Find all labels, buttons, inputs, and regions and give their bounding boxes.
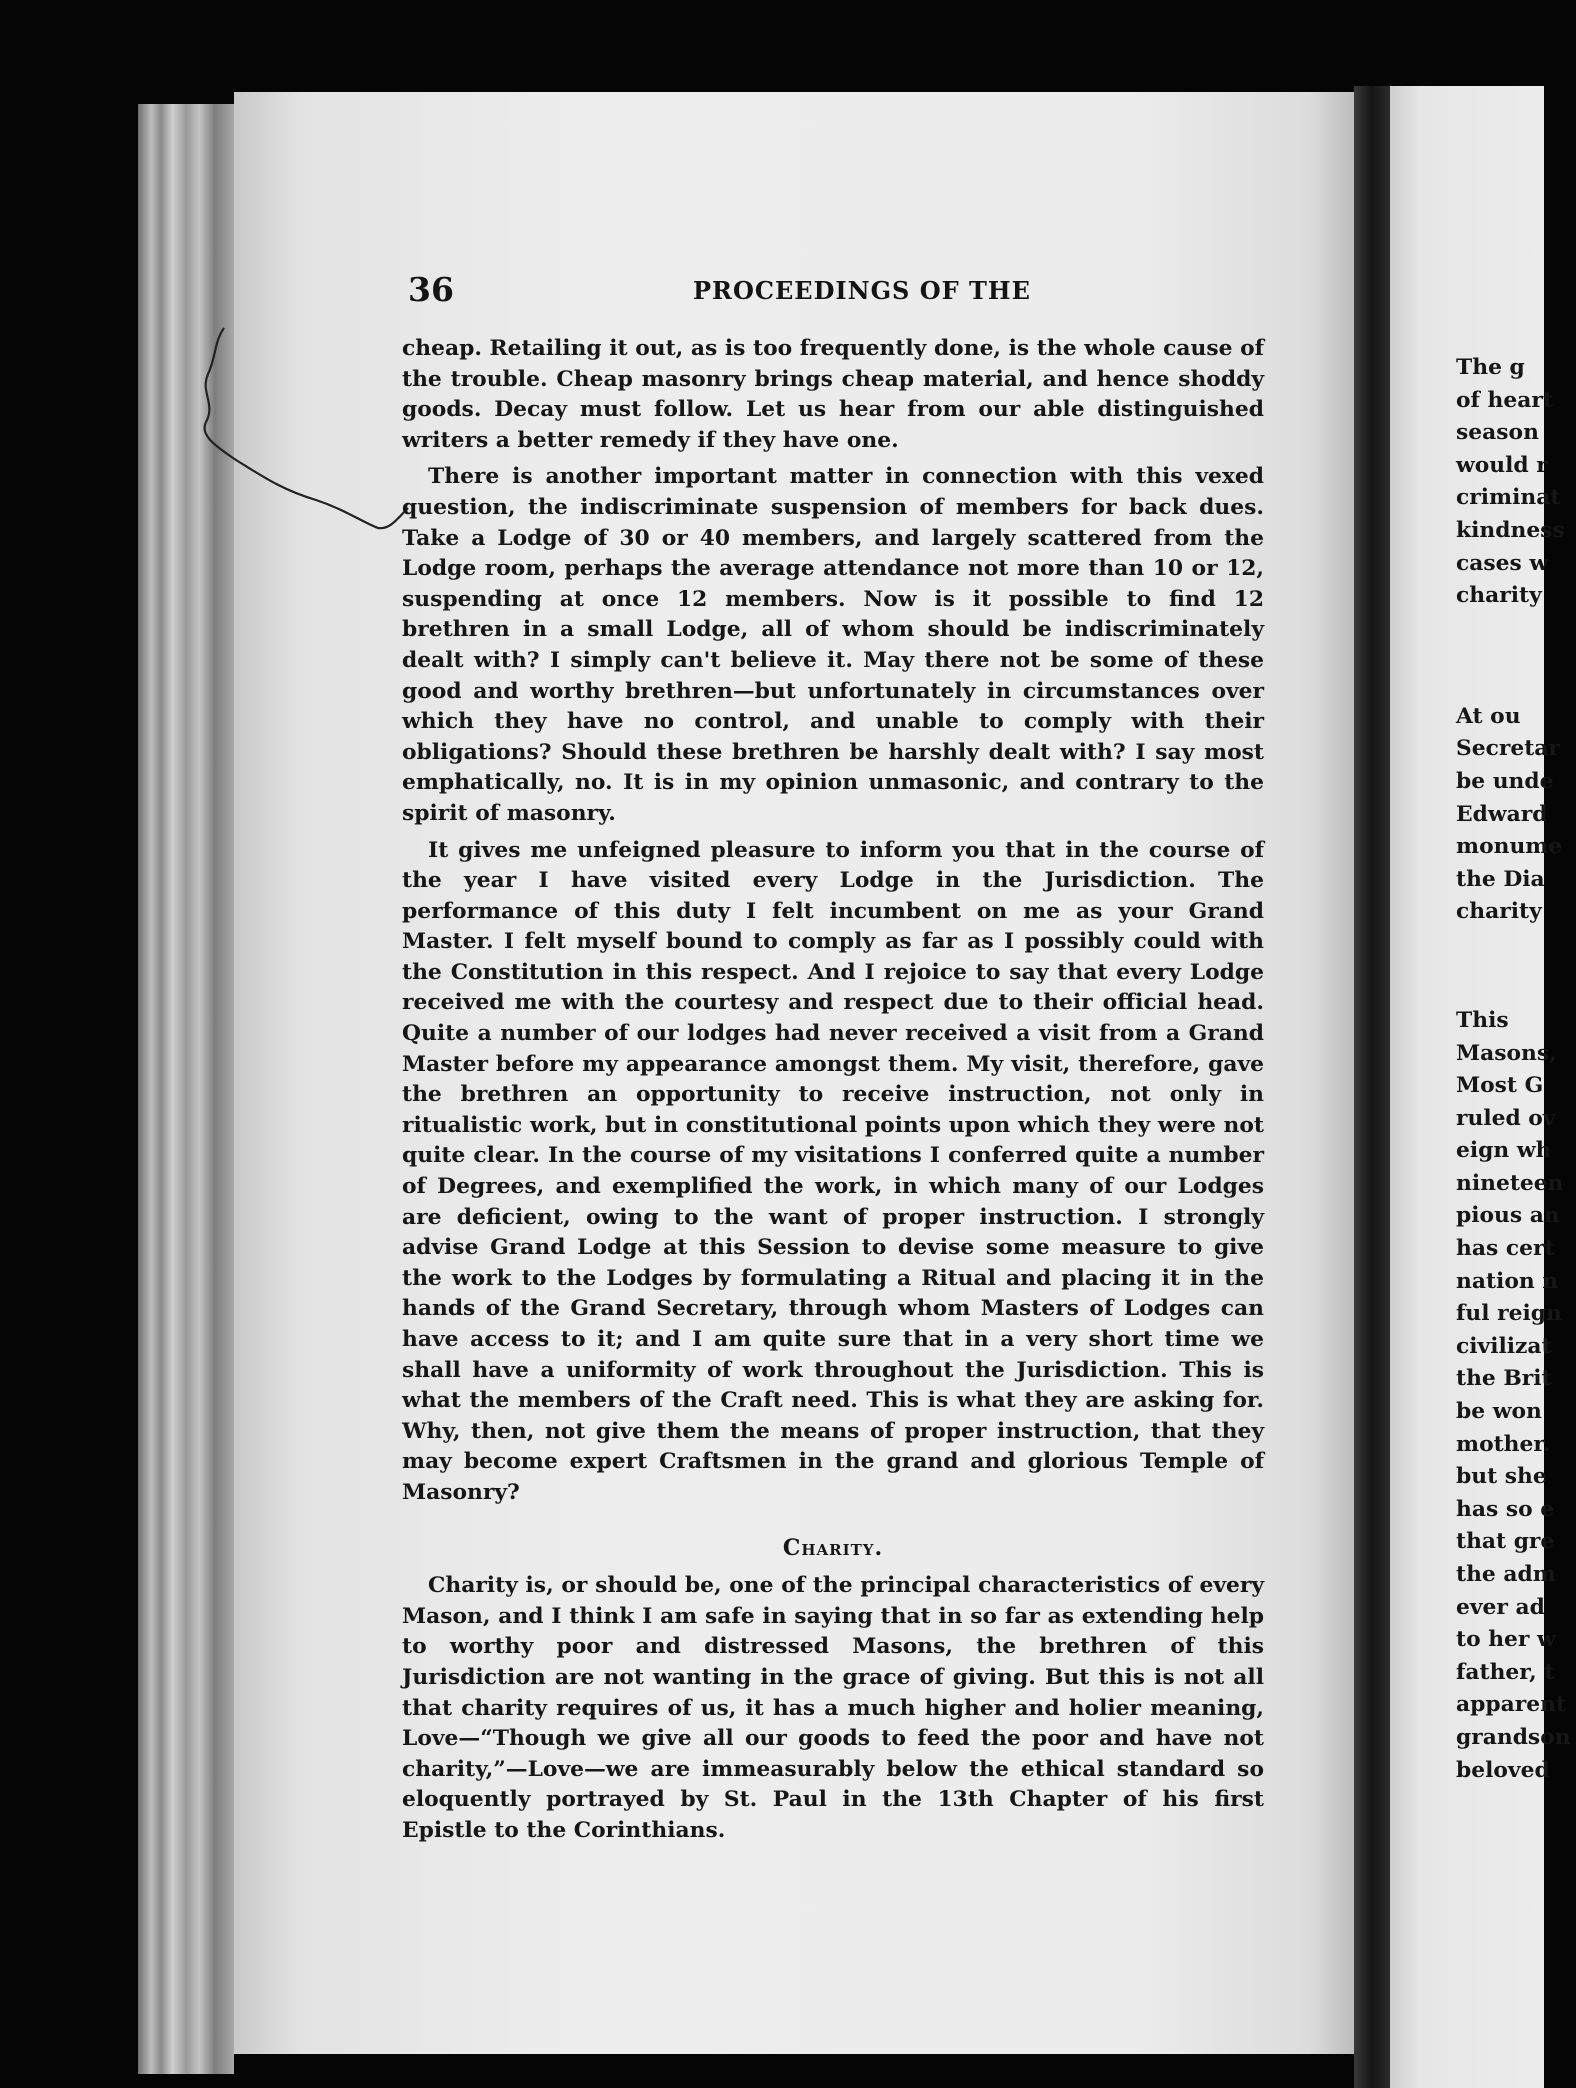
facing-line: monume (1456, 834, 1563, 860)
pencil-bracket-mark (186, 322, 416, 562)
facing-line: grandson (1456, 1724, 1571, 1750)
facing-line: ruled ov (1456, 1105, 1556, 1131)
facing-line: nineteen (1456, 1170, 1564, 1196)
page-number: 36 (408, 270, 454, 309)
paragraph-visitations: It gives me unfeigned pleasure to inform you that in the course of the year I have visited every Lodge in the Jurisdiction. The performance of this duty I felt incumbent on me as your Grand Master. I felt myself bound to comply as far as I possibly could with the Constitution in this respect. And I rejoice to say that every Lodge received me with the courtesy and respect due to their official head. Quite a number of our lodges had never received a visit from a Grand Master before my appearance amongst them. My visit, therefore, gave the brethren an opportunity to receive instruction, not only in ritualistic work, but in constitutional points upon which they were not quite clear. In the course of my visitations I conferred quite a number of Degrees, and exemplified the work, in which many of our Lodges are deficient, owing to the want of proper instruction. I strongly advise Grand Lodge at this Session to devise some measure to give the work to the Lodges by formulating a Ritual and placing it in the hands of the Grand Secretary, through whom Masters of Lodges can have access to it; and I am quite sure that in a very short time we shall have a uniformity of work throughout the Jurisdiction. This is what the members of the Craft need. This is what they are asking for. Why, then, not give them the means of proper instruction, that they may become expert Craftsmen in the grand and glorious Temple of Masonry? (402, 837, 1264, 1505)
book-gutter (1354, 86, 1390, 2088)
facing-line: Edward (1456, 801, 1548, 827)
facing-page-text (1456, 352, 1576, 1787)
paragraph-cheap-masonry: cheap. Retailing it out, as is too frequently done, is the whole cause of the trouble. Cheap masonry brings cheap material, and hence shoddy goods. Decay must follow. Let us hear from our able distinguished writers a better remedy if they have one. (402, 336, 1264, 453)
facing-line: charity (1456, 583, 1542, 609)
facing-line: but she (1456, 1464, 1547, 1490)
facing-line: apparent (1456, 1692, 1566, 1718)
facing-line: At ou (1456, 703, 1521, 729)
facing-line: the Brit (1456, 1366, 1552, 1392)
facing-line: criminat (1456, 485, 1561, 511)
facing-line: be unde (1456, 768, 1554, 794)
facing-line: that gre (1456, 1529, 1555, 1555)
facing-line: ful reign (1456, 1301, 1562, 1327)
facing-line: mother. (1456, 1431, 1551, 1457)
facing-line: eign wh (1456, 1138, 1552, 1164)
facing-line: be won (1456, 1399, 1542, 1425)
facing-line: to her w (1456, 1627, 1556, 1653)
facing-line: season (1456, 420, 1539, 446)
facing-line: the adm (1456, 1562, 1556, 1587)
facing-line: This (1456, 1007, 1509, 1033)
facing-line: beloved (1456, 1757, 1550, 1783)
facing-line: of heart (1456, 387, 1553, 413)
facing-line: nation n (1456, 1268, 1559, 1294)
facing-line: father, t (1456, 1659, 1555, 1685)
page-header (408, 270, 1260, 310)
paragraph-charity: Charity is, or should be, one of the principal characteristics of every Mason, and I think I am safe in saying that in so far as extending help to worthy poor and distressed Masons, the brethren of this Jurisdiction are not wanting in the grace of giving. But this is not all that charity requires of us, it has a much higher and holier meaning, Love—“Though we give all our goods to feed the poor and have not charity,”—Love—we are immeasurably below the ethical standard so eloquently portrayed by St. Paul in the 13th Chapter of his first Epistle to the Corinthians. (402, 1573, 1264, 1843)
facing-line: Secretar (1456, 736, 1560, 762)
facing-line: ever ad (1456, 1594, 1545, 1620)
facing-line: has cert (1456, 1236, 1555, 1262)
facing-line: the Dia (1456, 866, 1545, 892)
main-text-column (402, 334, 1264, 1847)
facing-line: kindness (1456, 517, 1565, 543)
facing-line: The g (1456, 355, 1525, 380)
facing-line: pious an (1456, 1203, 1560, 1229)
facing-line: Masons, (1456, 1040, 1557, 1066)
facing-line: charity (1456, 899, 1542, 925)
facing-line: has so e (1456, 1496, 1555, 1522)
facing-line: cases w (1456, 550, 1549, 576)
section-heading-charity: Charity. (782, 1534, 884, 1561)
facing-line: would r (1456, 452, 1548, 478)
paragraph-suspension: There is another important matter in connection with this vexed question, the indiscriminate suspension of members for back dues. Take a Lodge of 30 or 40 members, and largely scattered from the Lodge room, perhaps the average attendance not more than 10 or 12, suspending at once 12 members. Now is it possible to find 12 brethren in a small Lodge, all of whom should be indiscriminately dealt with? I simply can't believe it. May there not be some of these good and worthy brethren—but unfortunately in circumstances over which they have no control, and unable to comply with their obligations? Should these brethren be harshly dealt with? I say most emphatically, no. It is in my opinion unmasonic, and contrary to the spirit of masonry. (402, 464, 1264, 826)
facing-line: civilizat (1456, 1333, 1552, 1359)
running-head: PROCEEDINGS OF THE (693, 276, 1031, 305)
facing-line: Most G (1456, 1073, 1544, 1099)
